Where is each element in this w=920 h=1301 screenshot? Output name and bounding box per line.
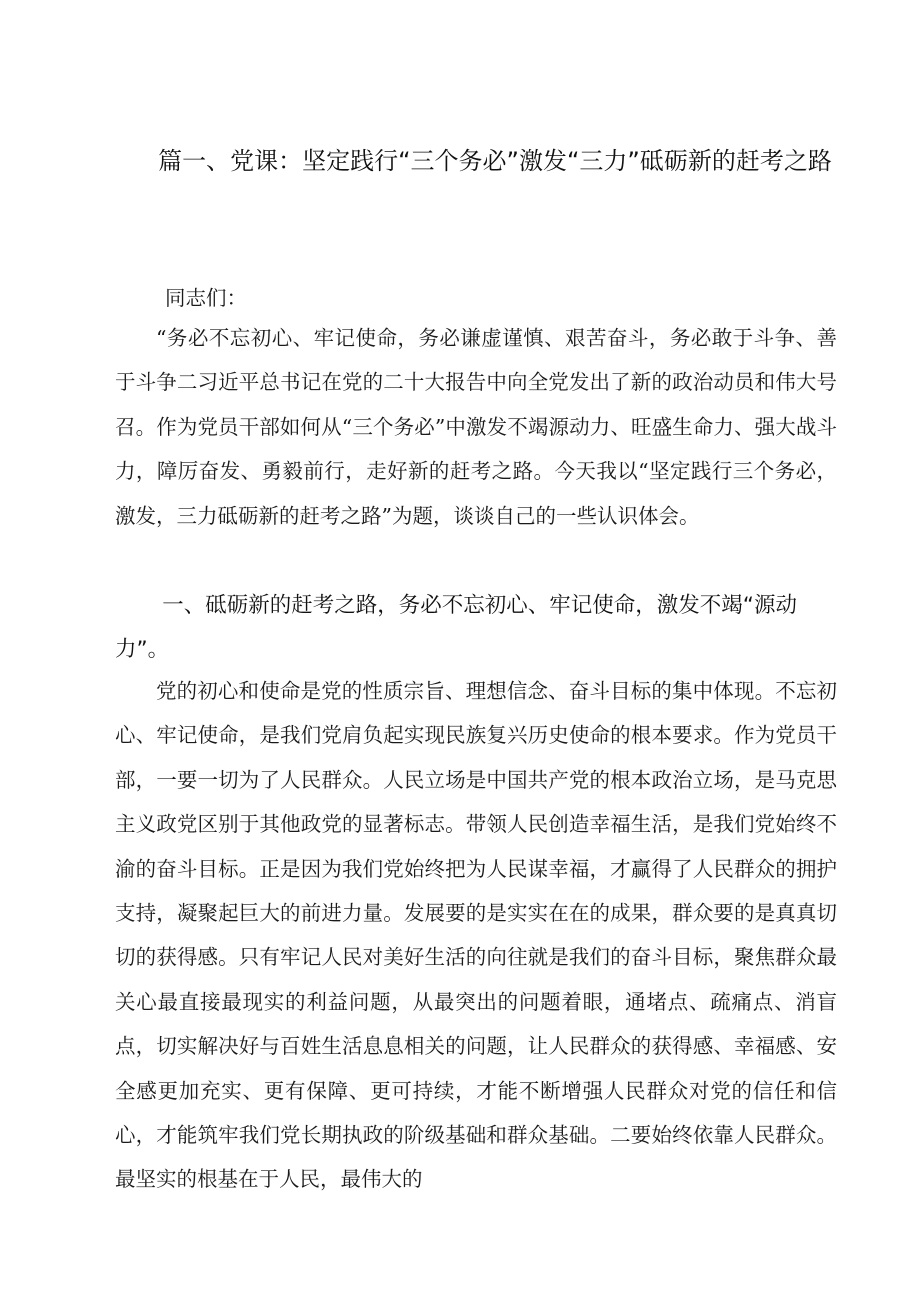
document-title: 篇一、党课：坚定践行“三个务必”激发“三力”砥砺新的赶考之路 — [158, 147, 832, 175]
section-paragraph: 党的初心和使命是党的性质宗旨、理想信念、奋斗目标的集中体现。不忘初心、牢记使命，是我们党肩负起实现民族复兴历史使命的根本要求。作为党员干部，一要一切为了人民群众。人民立场是中国共产党的根本政治立场，是马克思主义政党区别于其他政党的显著标志。带领人民创造幸福生活，是我们党始终不渝的奋斗目标。正是因为我们党始终把为人民谋幸福，才赢得了人民群众的拥护支持，凝聚起巨大的前进力量。发展要的是实实在在的成果，群众要的是真真切切的获得感。只有牢记人民对美好生活的向往就是我们的奋斗目标，聚焦群众最关心最直接最现实的利益问题，从最突出的问题着眼，通堵点、疏痛点、消盲点，切实解决好与百姓生活息息相关的问题，让人民群众的获得感、幸福感、安全感更加充实、更有保障、更可持续，才能不断增强人民群众对党的信任和信心，才能筑牢我们党长期执政的阶级基础和群众基础。二要始终依靠人民群众。最坚实的根基在于人民，最伟大的 — [115, 679, 837, 1192]
section-heading: 一、砥砺新的赶考之路，务必不忘初心、牢记使命，激发不竭“源动力”。 — [115, 593, 797, 662]
intro-paragraph: “务必不忘初心、牢记使命，务必谦虚谨慎、艰苦奋斗，务必敢于斗争、善于斗争二习近平总书记在党的二十大报告中向全党发出了新的政治动员和伟大号召。作为党员干部如何从“三个务必”中激发不竭源动力、旺盛生命力、强大战斗力，障厉奋发、勇毅前行，走好新的赶考之路。今天我以“坚定践行三个务必，激发，三力砥砺新的赶考之路”为题，谈谈自己的一些认识体会。 — [115, 326, 837, 528]
salutation: 同志们： — [165, 286, 247, 310]
